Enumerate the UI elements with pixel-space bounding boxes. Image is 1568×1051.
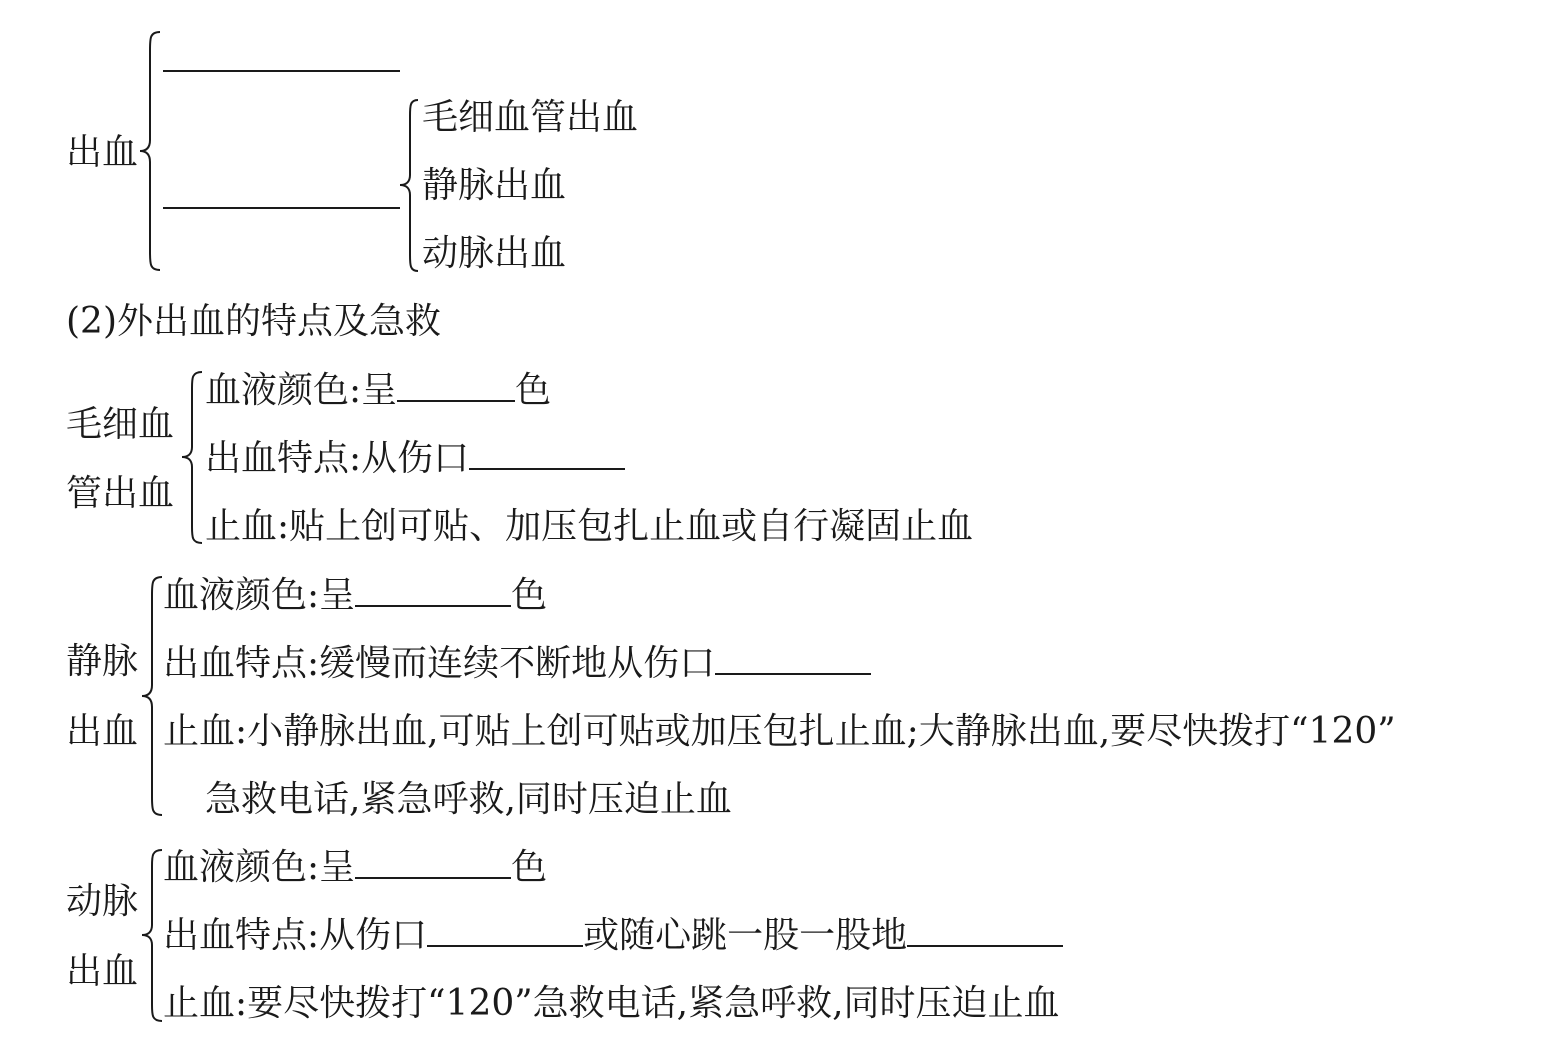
vein-color-blank[interactable] xyxy=(355,575,511,607)
vein-feature-row xyxy=(163,642,871,686)
artery-feature-row xyxy=(163,914,1063,958)
capillary-stop: 止血:贴上创可贴、加压包扎止血或自行凝固止血 xyxy=(205,506,974,547)
sub-item-artery: 动脉出血 xyxy=(422,233,567,274)
capillary-feature-prefix: 出血特点:从伤口 xyxy=(205,438,470,479)
vein-color-row xyxy=(163,574,547,618)
vein-stop-line1: 止血:小静脉出血,可贴上创可贴或加压包扎止血;大静脉出血,要尽快拨打“120” xyxy=(163,711,1396,752)
answer-blank-1[interactable] xyxy=(163,70,400,72)
artery-color-suffix: 色 xyxy=(511,847,548,888)
capillary-color-blank[interactable] xyxy=(397,370,515,402)
capillary-color-suffix: 色 xyxy=(515,370,552,411)
artery-stop: 止血:要尽快拨打“120”急救电话,紧急呼救,同时压迫止血 xyxy=(163,983,1060,1024)
top-brace xyxy=(138,30,162,272)
artery-label-line2: 出血 xyxy=(66,951,139,992)
artery-label-line1: 动脉 xyxy=(66,881,139,922)
vein-feature-blank[interactable] xyxy=(715,643,871,675)
vein-color-suffix: 色 xyxy=(511,575,548,616)
capillary-label-line1: 毛细血 xyxy=(66,404,175,445)
capillary-color-row xyxy=(205,369,551,413)
capillary-feature-row xyxy=(205,437,625,481)
section-heading: (2)外出血的特点及急救 xyxy=(66,301,441,342)
top-label: 出血 xyxy=(66,132,139,173)
artery-feature-prefix: 出血特点:从伤口 xyxy=(163,915,428,956)
artery-feature-blank-1[interactable] xyxy=(427,915,583,947)
vein-label-line1: 静脉 xyxy=(66,641,139,682)
artery-feature-blank-2[interactable] xyxy=(907,915,1063,947)
vein-feature-prefix: 出血特点:缓慢而连续不断地从伤口 xyxy=(163,643,716,684)
vein-label-line2: 出血 xyxy=(66,711,139,752)
capillary-color-prefix: 血液颜色:呈 xyxy=(205,370,398,411)
artery-brace xyxy=(140,848,164,1024)
vein-color-prefix: 血液颜色:呈 xyxy=(163,575,356,616)
capillary-label-line2: 管出血 xyxy=(66,473,175,514)
capillary-feature-blank[interactable] xyxy=(469,438,625,470)
artery-feature-mid: 或随心跳一股一股地 xyxy=(583,915,908,956)
artery-color-blank[interactable] xyxy=(355,847,511,879)
artery-color-row xyxy=(163,846,547,890)
sub-item-capillary: 毛细血管出血 xyxy=(422,97,639,138)
answer-blank-2[interactable] xyxy=(163,207,400,209)
artery-color-prefix: 血液颜色:呈 xyxy=(163,847,356,888)
sub-brace xyxy=(398,98,420,273)
capillary-brace xyxy=(180,370,204,546)
vein-stop-line2: 急救电话,紧急呼救,同时压迫止血 xyxy=(205,779,732,820)
sub-item-vein: 静脉出血 xyxy=(422,165,567,206)
vein-brace xyxy=(140,575,164,820)
